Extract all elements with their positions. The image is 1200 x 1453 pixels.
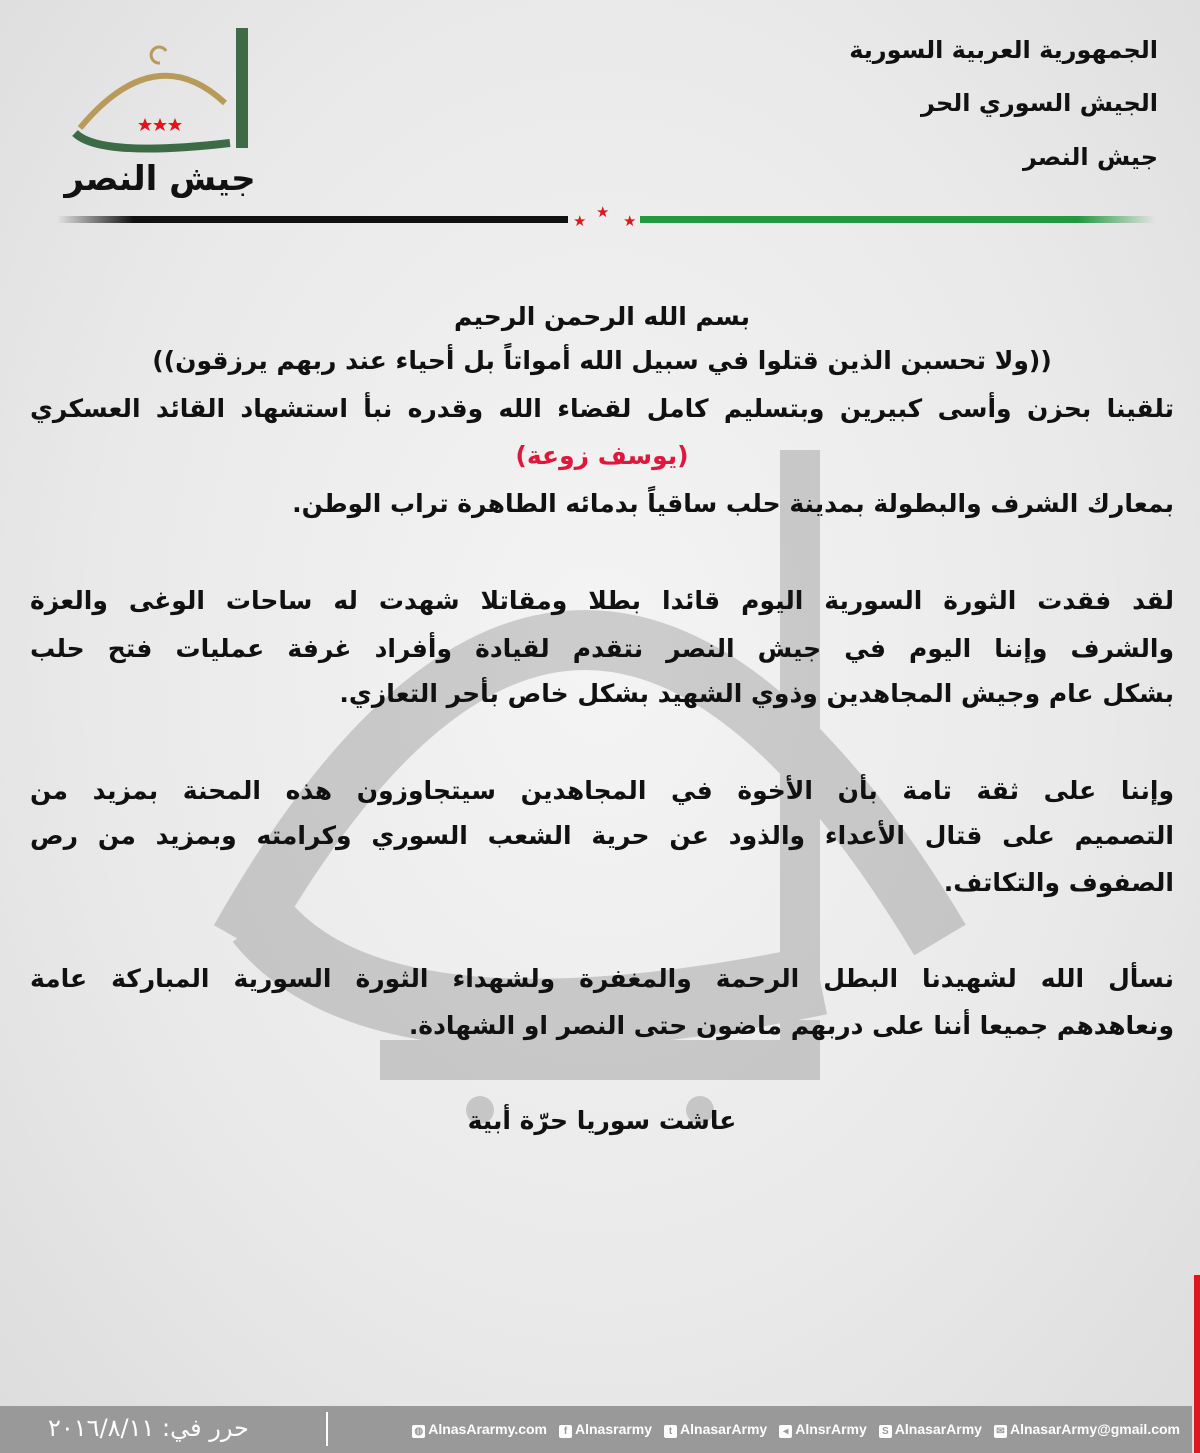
divider-green [640, 216, 1155, 223]
skype-link[interactable]: S AlnasarArmy [879, 1421, 982, 1438]
email-link[interactable]: ✉ AlnasarArmy@gmail.com [994, 1421, 1180, 1438]
facebook-link[interactable]: f Alnasrarmy [559, 1421, 652, 1438]
divider-black [57, 216, 568, 223]
logo-stars-icon [138, 118, 182, 131]
telegram-icon: ◂ [779, 1425, 792, 1438]
star-icon: ★ [573, 212, 587, 230]
website-link[interactable]: ◍ AlnasArarmy.com [412, 1421, 547, 1438]
twitter-link[interactable]: t AlnasarArmy [664, 1421, 767, 1438]
star-icon: ★ [596, 203, 610, 221]
star-icon: ★ [623, 212, 637, 230]
paragraph-line: ونعاهدهم جميعا أننا على دربهم ماضون حتى النصر او الشهادة. [408, 1011, 1174, 1040]
paragraph-line: لقد فقدت الثورة السورية اليوم قائدا بطلا ومقاتلا شهدت له ساحات الوغى والعزة [30, 586, 1174, 615]
paragraph-line: التصميم على قتال الأعداء والذود عن حرية الشعب السوري وكرامته وبمزيد من رص [30, 821, 1174, 850]
paragraph-line: بشكل عام وجيش المجاهدين وذوي الشهيد بشكل خاص بأحر التعازي. [339, 679, 1174, 708]
svg-text:جيش النصر: جيش النصر [64, 159, 256, 198]
globe-icon: ◍ [412, 1425, 425, 1438]
basmala: بسم الله الرحمن الرحيم [454, 302, 750, 331]
contact-links [412, 1421, 1180, 1438]
quran-verse: ((ولا تحسبن الذين قتلوا في سبيل الله أمواتاً بل أحياء عند ربهم يرزقون)) [152, 346, 1052, 375]
header-army: الجيش السوري الحر [921, 89, 1158, 117]
skype-icon: S [879, 1425, 892, 1438]
footer-bar [0, 1406, 1192, 1453]
header-country: الجمهورية العربية السورية [849, 36, 1158, 64]
paragraph-line: نسأل الله لشهيدنا البطل الرحمة والمغفرة ولشهداء الثورة السورية المباركة عامة [30, 964, 1174, 993]
martyr-name: (يوسف زوعة) [515, 441, 689, 470]
paragraph-line: والشرف وإننا اليوم في جيش النصر نتقدم لقيادة وأفراد غرفة عمليات فتح حلب [30, 634, 1174, 663]
paragraph-line: بمعارك الشرف والبطولة بمدينة حلب ساقياً بدمائه الطاهرة تراب الوطن. [292, 489, 1174, 518]
jaish-al-nasr-logo [60, 18, 260, 198]
red-accent-bar [1194, 1275, 1200, 1453]
paragraph-line: الصفوف والتكاتف. [943, 868, 1174, 897]
header-faction: جيش النصر [1023, 143, 1158, 171]
facebook-icon: f [559, 1425, 572, 1438]
email-icon: ✉ [994, 1425, 1007, 1438]
paragraph-line: تلقينا بحزن وأسى كبيرين وبتسليم كامل لقضاء الله وقدره نبأ استشهاد القائد العسكري [30, 394, 1174, 423]
closing-slogan: عاشت سوريا حرّة أبية [467, 1106, 737, 1135]
footer-separator [326, 1412, 328, 1446]
issue-date: حرر في: ٢٠١٦/٨/١١ [48, 1414, 249, 1442]
paragraph-line: وإننا على ثقة تامة بأن الأخوة في المجاهدين سيتجاوزون هذه المحنة بمزيد من [30, 776, 1174, 805]
telegram-link[interactable]: ◂ AlnsrArmy [779, 1421, 867, 1438]
twitter-icon: t [664, 1425, 677, 1438]
